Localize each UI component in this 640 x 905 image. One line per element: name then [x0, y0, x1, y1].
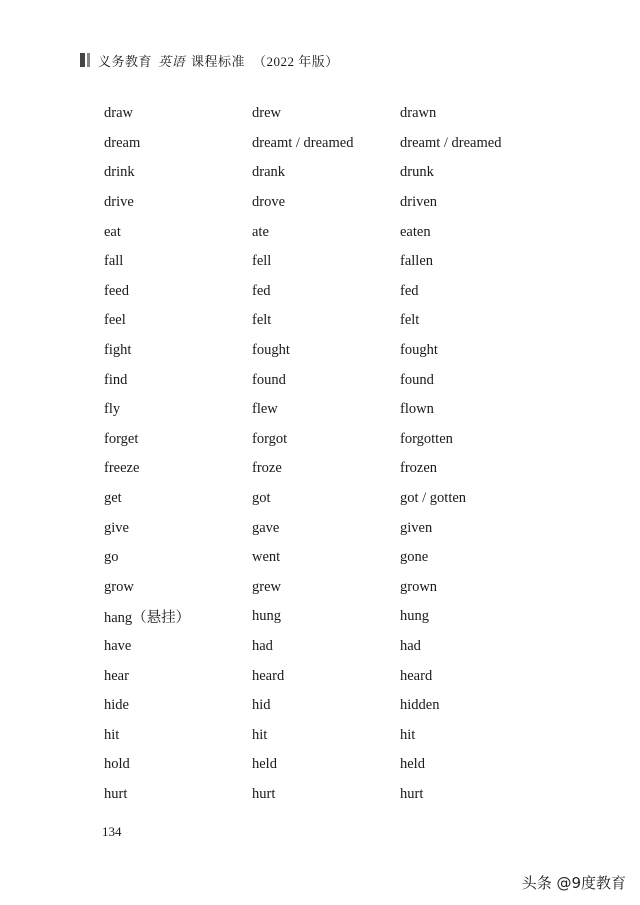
- past-tense-cell: fought: [252, 342, 290, 359]
- table-row: [104, 780, 584, 810]
- past-tense-cell: hurt: [252, 785, 276, 802]
- table-row: [104, 365, 584, 395]
- past-tense-cell: felt: [252, 312, 272, 329]
- table-row: [104, 454, 584, 484]
- table-row: [104, 306, 584, 336]
- base-form-cell: freeze: [104, 460, 140, 477]
- past-tense-cell: held: [252, 756, 277, 773]
- past-participle-cell: fed: [400, 282, 419, 299]
- past-tense-cell: drank: [252, 164, 286, 181]
- base-form-cell: have: [104, 637, 132, 654]
- table-row: [104, 543, 584, 573]
- table-row: [104, 720, 584, 750]
- base-form-cell: fight: [104, 342, 132, 359]
- past-participle-cell: driven: [400, 194, 438, 211]
- table-row: [104, 99, 584, 129]
- base-form-cell: feel: [104, 312, 126, 329]
- table-row: [104, 750, 584, 780]
- table-row: [104, 277, 584, 307]
- past-participle-cell: given: [400, 519, 433, 536]
- past-tense-cell: drew: [252, 105, 281, 122]
- base-form-cell: drive: [104, 194, 134, 211]
- table-row: [104, 513, 584, 543]
- past-participle-cell: hung: [400, 608, 429, 625]
- table-row: [104, 425, 584, 455]
- header-title-part1: 义务教育: [98, 53, 153, 69]
- base-form-cell: get: [104, 490, 122, 507]
- base-form-cell: hit: [104, 726, 120, 743]
- past-tense-cell: hid: [252, 697, 271, 714]
- table-row: [104, 602, 584, 632]
- header-title-part3: 课程标准: [191, 53, 246, 69]
- past-participle-cell: found: [400, 371, 434, 388]
- past-participle-cell: got / gotten: [400, 490, 467, 507]
- base-form-cell: grow: [104, 578, 134, 595]
- past-tense-cell: forgot: [252, 430, 288, 447]
- base-form-cell: feed: [104, 282, 129, 299]
- past-participle-cell: gone: [400, 549, 429, 566]
- past-participle-cell: hidden: [400, 697, 440, 714]
- past-participle-cell: drawn: [400, 105, 437, 122]
- base-form-cell: hear: [104, 667, 129, 684]
- table-row: [104, 484, 584, 514]
- running-header: [80, 50, 339, 70]
- base-form-cell: hold: [104, 756, 130, 773]
- past-participle-cell: dreamt / dreamed: [400, 134, 502, 151]
- header-bars-icon: [80, 53, 92, 67]
- past-participle-cell: forgotten: [400, 430, 453, 447]
- past-tense-cell: heard: [252, 667, 285, 684]
- past-participle-cell: grown: [400, 578, 438, 595]
- past-tense-cell: grew: [252, 578, 281, 595]
- past-participle-cell: hit: [400, 726, 416, 743]
- table-row: [104, 573, 584, 603]
- page-number: 134: [102, 824, 122, 839]
- past-participle-cell: drunk: [400, 164, 434, 181]
- table-row: [104, 395, 584, 425]
- header-title-part2: 英语: [158, 53, 186, 69]
- table-row: [104, 661, 584, 691]
- past-tense-cell: drove: [252, 194, 286, 211]
- past-tense-cell: fell: [252, 253, 272, 270]
- past-tense-cell: got: [252, 490, 271, 507]
- past-tense-cell: gave: [252, 519, 280, 536]
- base-form-cell: draw: [104, 105, 133, 122]
- base-form-cell: drink: [104, 164, 135, 181]
- table-row: [104, 129, 584, 159]
- table-row: [104, 217, 584, 247]
- past-tense-cell: flew: [252, 401, 278, 418]
- past-participle-cell: frozen: [400, 460, 438, 477]
- past-participle-cell: felt: [400, 312, 420, 329]
- past-tense-cell: went: [252, 549, 281, 566]
- past-tense-cell: fed: [252, 282, 271, 299]
- past-participle-cell: had: [400, 637, 421, 654]
- base-form-cell: hurt: [104, 785, 128, 802]
- past-participle-cell: heard: [400, 667, 433, 684]
- past-participle-cell: flown: [400, 401, 434, 418]
- base-form-cell: go: [104, 549, 119, 566]
- base-form-cell: hang（悬挂）: [104, 610, 191, 627]
- base-form-cell: dream: [104, 134, 141, 151]
- past-tense-cell: froze: [252, 460, 282, 477]
- base-form-cell: forget: [104, 430, 139, 447]
- irregular-verb-table: [104, 99, 584, 809]
- header-edition: （2022 年版）: [253, 53, 339, 69]
- past-participle-cell: fallen: [400, 253, 434, 270]
- past-tense-cell: ate: [252, 223, 269, 240]
- past-participle-cell: held: [400, 756, 425, 773]
- past-tense-cell: hit: [252, 726, 268, 743]
- past-tense-cell: had: [252, 637, 273, 654]
- base-form-cell: find: [104, 371, 128, 388]
- past-tense-cell: found: [252, 371, 286, 388]
- base-form-cell: eat: [104, 223, 121, 240]
- base-form-cell: give: [104, 519, 129, 536]
- base-form-cell: hide: [104, 697, 129, 714]
- base-form-cell: fall: [104, 253, 124, 270]
- past-tense-cell: hung: [252, 608, 281, 625]
- past-tense-cell: dreamt / dreamed: [252, 134, 354, 151]
- table-row: [104, 632, 584, 662]
- past-participle-cell: fought: [400, 342, 438, 359]
- base-form-cell: fly: [104, 401, 121, 418]
- past-participle-cell: eaten: [400, 223, 431, 240]
- table-row: [104, 158, 584, 188]
- past-participle-cell: hurt: [400, 785, 424, 802]
- table-row: [104, 188, 584, 218]
- table-row: [104, 691, 584, 721]
- table-row: [104, 336, 584, 366]
- table-row: [104, 247, 584, 277]
- watermark: 头条 @9度教育: [521, 874, 626, 892]
